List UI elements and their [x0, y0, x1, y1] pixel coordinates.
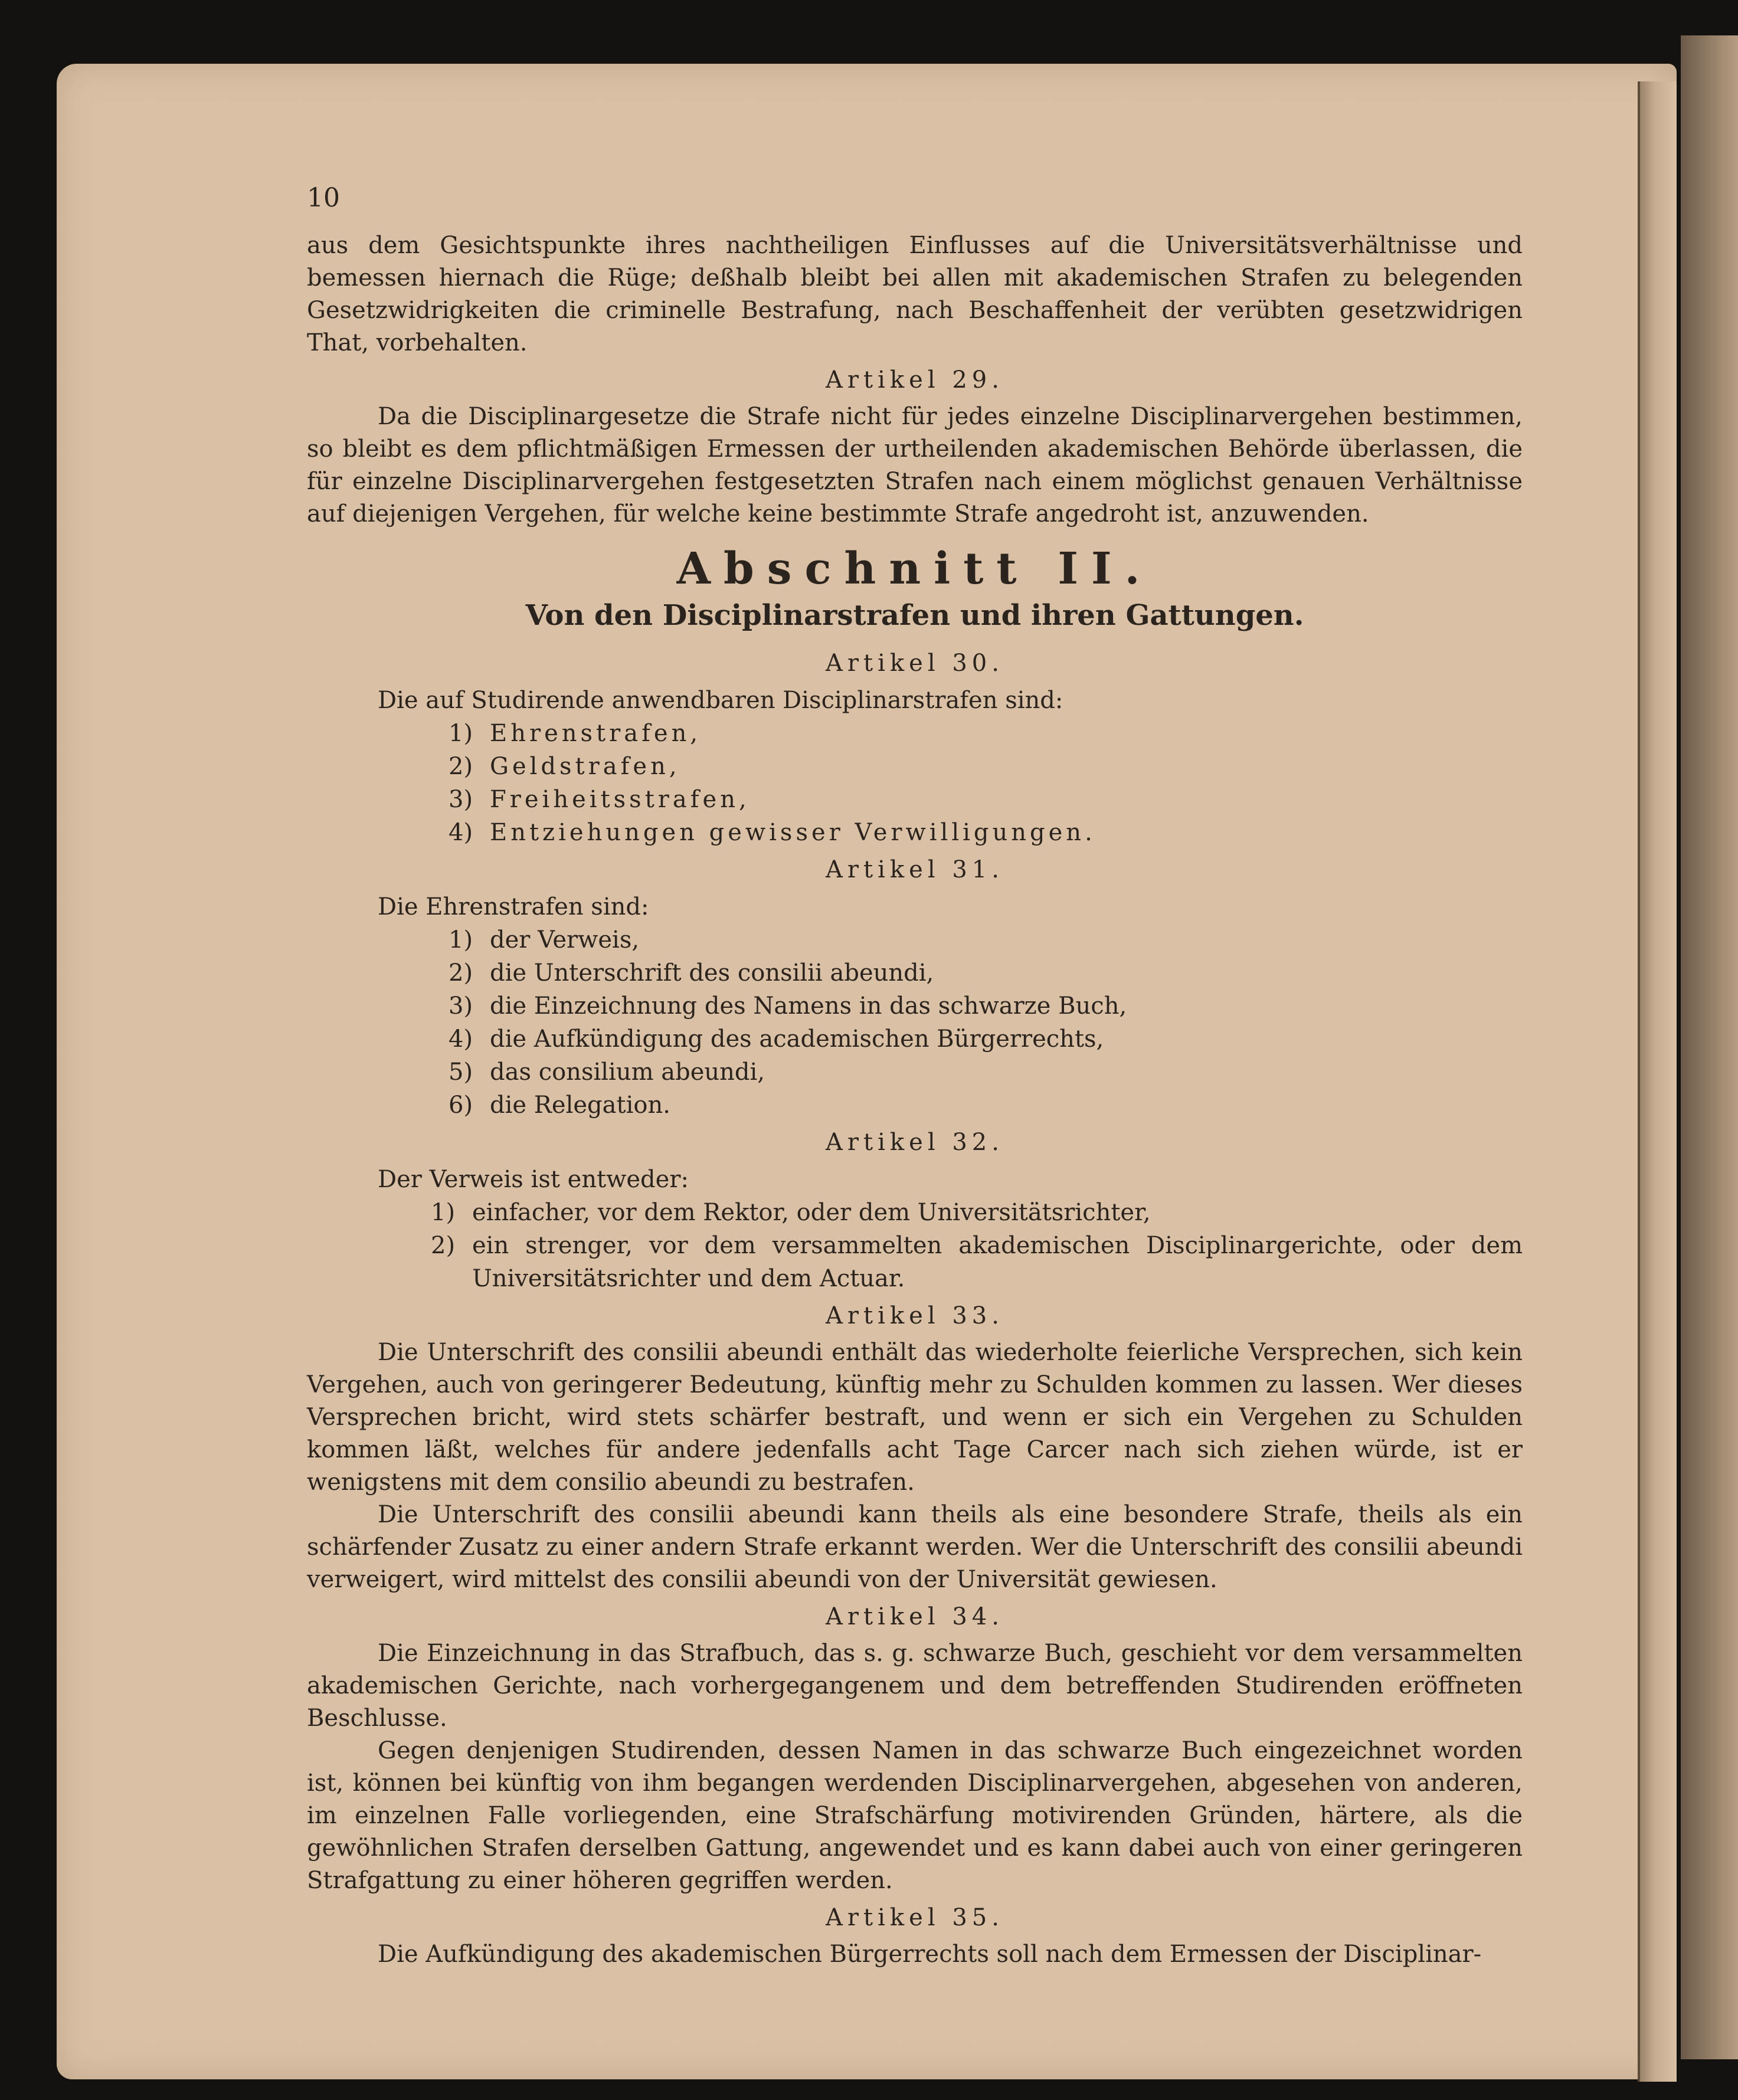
- list-item: 6) die Relegation.: [449, 1092, 670, 1119]
- adjacent-page-edge: [1681, 35, 1738, 2059]
- page-content: [307, 183, 1523, 1971]
- list-item: 2) Geldstrafen,: [449, 753, 680, 780]
- article-31-intro: Die Ehrenstrafen sind:: [378, 893, 649, 920]
- list-item: 1) der Verweis,: [449, 926, 640, 954]
- article-33-paragraph-1: Die Unterschrift des consilii abeundi enthält das wiederholte feierliche Versprechen, sich kein Vergehen, auch von geringerer Bedeutung, künftig mehr zu Schulden kommen zu lassen. Wer dieses Versprechen bricht, wird stets schärfer bestraft, und wenn er sich ein Vergehen zu Schulden kommen läßt, welches für andere jedenfalls acht Tage Carcer nach sich ziehen würde, ist er wenigstens mit dem consilio abeundi zu bestrafen.: [307, 1339, 1523, 1496]
- article-34-paragraph-2: Gegen denjenigen Studirenden, dessen Namen in das schwarze Buch eingezeichnet worden ist, können bei künftig von ihm begangen werdenden Disciplinarvergehen, abgesehen von anderen, im einzelnen Falle vorliegenden, eine Strafschärfung motivirenden Gründen, härtere, als die gewöhnlichen Strafen derselben Gattung, angewendet und es kann dabei auch von einer geringeren Strafgattung zu einer höheren gegriffen werden.: [307, 1737, 1523, 1894]
- section-title: Abschnitt II.: [676, 543, 1153, 594]
- article-33-heading: Artikel 33.: [826, 1302, 1004, 1329]
- article-30-intro: Die auf Studirende anwendbaren Disciplinarstrafen sind:: [378, 687, 1063, 714]
- article-30-heading: Artikel 30.: [826, 650, 1004, 677]
- section-subtitle: Von den Disciplinarstrafen und ihren Gattungen.: [525, 599, 1304, 632]
- article-29-text: Da die Disciplinargesetze die Strafe nicht für jedes einzelne Disciplinarvergehen bestimmen, so bleibt es dem pflichtmäßigen Ermessen der urtheilenden akademischen Behörde überlassen, die für einzelne Disciplinarvergehen festgesetzten Strafen nach einem möglichst genauen Verhältnisse auf diejenigen Vergehen, für welche keine bestimmte Strafe angedroht ist, anzuwenden.: [307, 403, 1523, 528]
- list-item: 3) Freiheitsstrafen,: [449, 786, 750, 813]
- list-item: 4) die Aufkündigung des academischen Bürgerrechts,: [449, 1026, 1104, 1053]
- article-32-list: [307, 1196, 1523, 1295]
- list-item: 2) ein strenger, vor dem versammelten akademischen Disciplinargerichte, oder dem Universitätsrichter und dem Actuar.: [431, 1232, 1523, 1292]
- page-gutter: [1638, 81, 1677, 2082]
- article-31-list: [307, 923, 1523, 1122]
- article-33-paragraph-2: Die Unterschrift des consilii abeundi kann theils als eine besondere Strafe, theils als ein schärfender Zusatz zu einer andern Strafe erkannt werden. Wer die Unterschrift des consilii abeundi verweigert, wird mittelst des consilii abeundi von der Universität gewiesen.: [307, 1501, 1523, 1593]
- article-32-intro: Der Verweis ist entweder:: [378, 1166, 689, 1193]
- paragraph-continued: aus dem Gesichtspunkte ihres nachtheiligen Einflusses auf die Universitätsverhältnisse und bemessen hiernach die Rüge; deßhalb bleibt bei allen mit akademischen Strafen zu belegenden Gesetzwidrigkeiten die criminelle Bestrafung, nach Beschaffenheit der verübten gesetzwidrigen That, vorbehalten.: [307, 232, 1523, 356]
- list-item: 4) Entziehungen gewisser Verwilligungen.: [449, 819, 1096, 846]
- article-34-heading: Artikel 34.: [826, 1603, 1004, 1630]
- article-30-list: [307, 717, 1523, 849]
- article-35-paragraph-1: Die Aufkündigung des akademischen Bürgerrechts soll nach dem Ermessen der Disciplinar-: [378, 1941, 1482, 1968]
- article-29-heading: Artikel 29.: [826, 366, 1004, 394]
- article-32-heading: Artikel 32.: [826, 1129, 1004, 1156]
- list-item: 1) einfacher, vor dem Rektor, oder dem Universitätsrichter,: [431, 1199, 1151, 1226]
- page-number: 10: [307, 183, 340, 213]
- article-34-paragraph-1: Die Einzeichnung in das Strafbuch, das s. g. schwarze Buch, geschieht vor dem versammelten akademischen Gerichte, nach vorhergegangenem und dem betreffenden Studirenden eröffneten Beschlusse.: [307, 1640, 1523, 1732]
- list-item: 5) das consilium abeundi,: [449, 1059, 765, 1086]
- article-35-heading: Artikel 35.: [826, 1904, 1004, 1931]
- list-item: 2) die Unterschrift des consilii abeundi,: [449, 959, 934, 987]
- list-item: 1) Ehrenstrafen,: [449, 720, 702, 747]
- list-item: 3) die Einzeichnung des Namens in das schwarze Buch,: [449, 992, 1127, 1020]
- article-31-heading: Artikel 31.: [826, 856, 1004, 883]
